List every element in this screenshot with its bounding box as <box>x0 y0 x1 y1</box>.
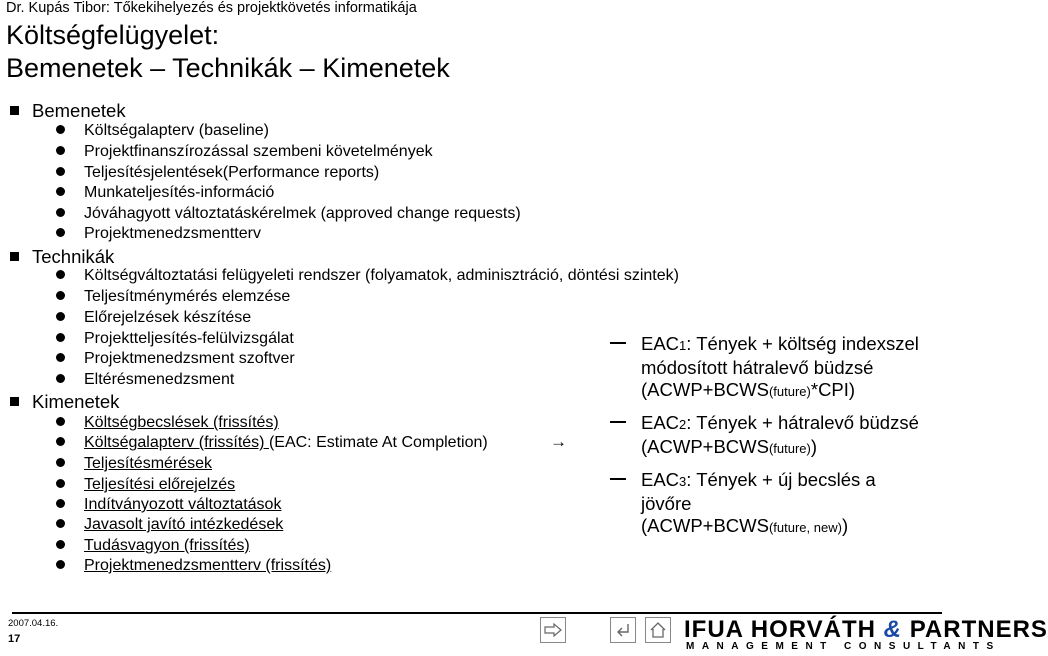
bullet-icon <box>56 519 65 528</box>
list-item-text: Teljesítménymérés elemzése <box>84 288 291 305</box>
eac-text: : Tények + új becslés a <box>686 469 876 490</box>
eac-formula-sub: (future, new) <box>768 520 842 535</box>
bullet-icon <box>56 228 65 237</box>
section-heading-outputs <box>10 391 119 413</box>
section-heading-techniques <box>10 246 114 268</box>
list-item <box>56 476 235 494</box>
arrow-right-icon <box>544 623 562 637</box>
list-item-text: Projektmenedzsment szoftver <box>84 350 295 367</box>
logo-ampersand: & <box>883 616 903 643</box>
slide-title <box>6 19 450 85</box>
list-item-text: Tudásvagyon (frissítés) <box>84 537 250 554</box>
eac-text: jövőre <box>641 493 692 514</box>
bullet-icon <box>56 437 65 446</box>
list-item <box>56 434 488 452</box>
list-item <box>56 537 250 555</box>
bullet-icon <box>56 353 65 362</box>
eac-text: módosított hátralevő büdzsé <box>641 357 874 378</box>
logo-text-left: IFUA HORVÁTH <box>684 616 876 643</box>
arrow-right-icon: → <box>550 432 567 451</box>
list-item <box>56 496 281 514</box>
bullet-icon <box>56 417 65 426</box>
list-item <box>56 455 212 473</box>
bullet-icon <box>56 479 65 488</box>
eac-formula-sub: (future) <box>768 441 811 456</box>
list-item-text: Projektmenedzsmentterv <box>84 225 261 242</box>
list-item-text: Jóváhagyott változtatáskérelmek (approved change requests) <box>84 205 521 222</box>
list-item <box>56 225 261 243</box>
list-item <box>56 184 274 202</box>
section-heading-inputs <box>10 100 126 122</box>
list-item-text: Eltérésmenedzsment <box>84 371 235 388</box>
title-line-1: Költségfelügyelet: <box>6 20 220 50</box>
list-item <box>56 122 269 140</box>
bullet-icon <box>56 270 65 279</box>
square-bullet-icon <box>10 252 19 261</box>
eac-index: 3 <box>679 474 687 489</box>
page-number: 17 <box>8 633 21 645</box>
section-label: Bemenetek <box>32 100 126 121</box>
square-bullet-icon <box>10 397 19 406</box>
eac-index: 1 <box>679 338 687 353</box>
eac-index: 2 <box>679 417 687 432</box>
bullet-icon <box>56 187 65 196</box>
eac-text: : Tények + költség indexszel <box>686 333 919 354</box>
footer-date: 2007.04.16. <box>8 618 59 629</box>
logo-text-right: PARTNERS <box>909 616 1048 643</box>
list-item-text: Teljesítésjelentések(Performance reports) <box>84 164 380 181</box>
square-bullet-icon <box>10 106 19 115</box>
list-item <box>56 350 295 368</box>
eac-text: : Tények + hátralevő büdzsé <box>686 412 919 433</box>
return-button[interactable] <box>610 617 636 643</box>
footer-divider <box>12 612 942 614</box>
next-slide-button[interactable] <box>540 617 566 643</box>
home-button[interactable] <box>645 617 671 643</box>
list-item <box>56 516 283 534</box>
bullet-icon <box>56 499 65 508</box>
logo-tagline: MANAGEMENT CONSULTANTS <box>686 641 1001 652</box>
list-item <box>56 267 679 285</box>
list-item-text: Teljesítési előrejelzés <box>84 476 236 493</box>
bullet-icon <box>56 291 65 300</box>
list-item-text: Javasolt javító intézkedések <box>84 516 284 533</box>
title-line-2: Bemenetek – Technikák – Kimenetek <box>6 53 450 83</box>
bullet-icon <box>56 167 65 176</box>
bullet-icon <box>56 125 65 134</box>
list-item-text: Projektmenedzsmentterv (frissítés) <box>84 557 332 574</box>
list-item-text: Indítványozott változtatások <box>84 496 282 513</box>
bullet-icon <box>56 333 65 342</box>
eac-formula: (ACWP+BCWS <box>641 436 769 457</box>
bullet-icon <box>56 540 65 549</box>
list-item-text: Munkateljesítés-információ <box>84 184 275 201</box>
bullet-icon <box>56 208 65 217</box>
bullet-icon <box>56 146 65 155</box>
bullet-icon <box>56 560 65 569</box>
list-item-text: Költségalapterv (baseline) <box>84 122 269 139</box>
list-item-text: Költségbecslések (frissítés) <box>84 414 279 431</box>
eac-formula: (ACWP+BCWS <box>641 515 769 536</box>
eac-note: (EAC: Estimate At Completion) <box>268 434 488 451</box>
list-item-text: Projektfinanszírozással szembeni követelmények <box>84 143 433 160</box>
eac-formula-end: ) <box>810 436 818 457</box>
list-item <box>56 164 379 182</box>
dash-bullet-icon <box>610 342 626 344</box>
list-item <box>56 205 521 223</box>
list-item <box>56 371 234 389</box>
list-item-text: Teljesítésmérések <box>84 455 213 472</box>
dash-bullet-icon <box>610 478 626 480</box>
dash-bullet-icon <box>610 421 626 423</box>
bullet-icon <box>56 374 65 383</box>
eac-formula-sub: (future) <box>768 384 811 399</box>
return-arrow-icon <box>614 621 632 639</box>
company-logo <box>684 616 1048 644</box>
eac-label: EAC <box>641 412 680 433</box>
list-item <box>56 143 433 161</box>
section-label: Technikák <box>32 246 115 267</box>
list-item-text: Előrejelzések készítése <box>84 309 252 326</box>
home-icon <box>649 621 667 639</box>
section-label: Kimenetek <box>32 391 120 412</box>
bullet-icon <box>56 312 65 321</box>
list-item <box>56 414 279 432</box>
eac-formula: (ACWP+BCWS <box>641 379 769 400</box>
header-line: Dr. Kupás Tibor: Tőkekihelyezés és projektkövetés informatikája <box>6 0 417 16</box>
list-item-text: Projektteljesítés-felülvizsgálat <box>84 330 294 347</box>
list-item <box>56 288 290 306</box>
bullet-icon <box>56 458 65 467</box>
eac-formula-end: ) <box>841 515 849 536</box>
list-item-text: Költségváltoztatási felügyeleti rendszer (folyamatok, adminisztráció, döntési szintek) <box>84 267 679 284</box>
eac-formula-end: *CPI) <box>810 379 856 400</box>
list-item-text: Költségalapterv (frissítés) <box>84 434 269 451</box>
eac-label: EAC <box>641 333 680 354</box>
list-item <box>56 330 294 348</box>
list-item <box>56 557 331 575</box>
list-item <box>56 309 251 327</box>
eac-label: EAC <box>641 469 680 490</box>
